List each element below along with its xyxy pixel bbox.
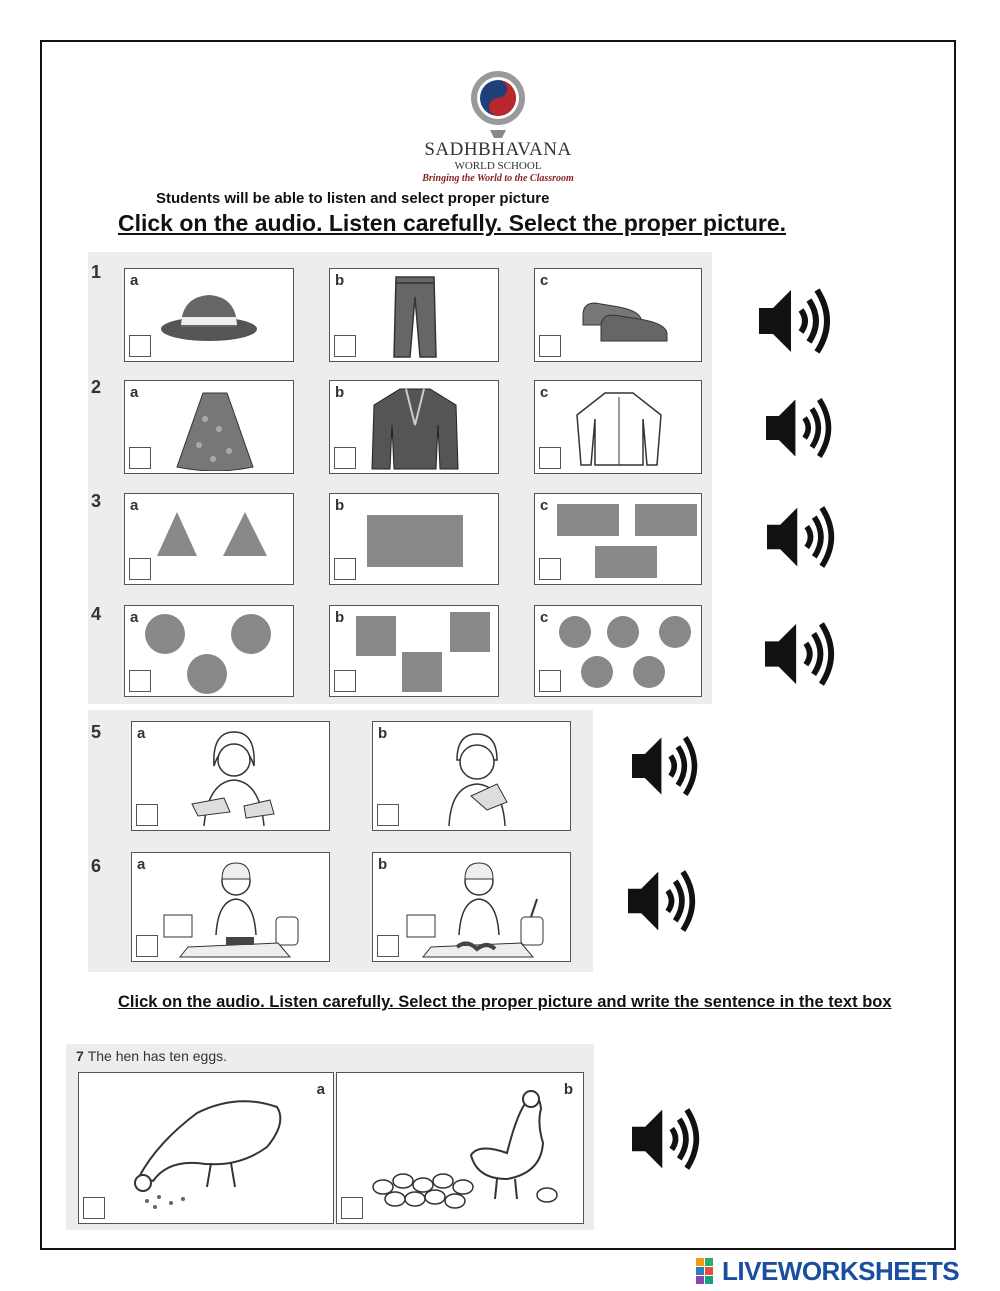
option-card[interactable] bbox=[534, 493, 702, 585]
answer-checkbox[interactable] bbox=[83, 1197, 105, 1219]
option-card[interactable] bbox=[329, 380, 499, 474]
option-label: c bbox=[540, 609, 549, 626]
answer-checkbox[interactable] bbox=[539, 335, 561, 357]
option-label: a bbox=[137, 856, 146, 873]
option-card[interactable] bbox=[534, 268, 702, 362]
speaker-icon[interactable] bbox=[764, 502, 840, 572]
answer-checkbox[interactable] bbox=[539, 558, 561, 580]
option-card[interactable] bbox=[131, 721, 330, 831]
option-card[interactable] bbox=[534, 605, 702, 697]
option-card[interactable] bbox=[131, 852, 330, 962]
speaker-icon[interactable] bbox=[762, 618, 840, 690]
question-sentence: The hen has ten eggs. bbox=[87, 1048, 228, 1064]
triangles-icon bbox=[155, 510, 271, 558]
liveworksheets-logo-icon bbox=[696, 1258, 722, 1284]
option-card[interactable] bbox=[124, 605, 294, 697]
boy-tearing-paper-icon bbox=[427, 726, 523, 830]
answer-checkbox[interactable] bbox=[377, 935, 399, 957]
option-label: c bbox=[540, 497, 549, 514]
answer-checkbox[interactable] bbox=[129, 670, 151, 692]
squares-icon bbox=[356, 612, 492, 694]
question-number: 2 bbox=[91, 377, 102, 397]
option-card[interactable] bbox=[372, 721, 571, 831]
objective-text: Students will be able to listen and select proper picture bbox=[156, 190, 550, 207]
school-logo bbox=[468, 68, 528, 140]
answer-checkbox[interactable] bbox=[334, 670, 356, 692]
main-instruction: Click on the audio. Listen carefully. Select the proper picture. bbox=[118, 210, 786, 236]
school-name-block bbox=[400, 140, 596, 186]
five-circles-icon bbox=[557, 614, 693, 690]
answer-checkbox[interactable] bbox=[539, 670, 561, 692]
speaker-icon[interactable] bbox=[757, 284, 835, 358]
answer-checkbox[interactable] bbox=[334, 335, 356, 357]
answer-checkbox[interactable] bbox=[539, 447, 561, 469]
jacket-icon bbox=[370, 385, 460, 471]
hen-pecking-icon bbox=[127, 1083, 297, 1213]
option-card[interactable] bbox=[124, 380, 294, 474]
option-label: b bbox=[378, 725, 388, 742]
school-tagline: Bringing the World to the Classroom bbox=[422, 173, 574, 184]
option-label: b bbox=[563, 1081, 573, 1098]
option-label: b bbox=[335, 497, 345, 514]
speaker-icon[interactable] bbox=[764, 394, 836, 462]
option-card[interactable] bbox=[124, 493, 294, 585]
rectangle-icon bbox=[366, 514, 464, 568]
option-label: a bbox=[130, 384, 139, 401]
option-label: a bbox=[137, 725, 146, 742]
rectangles-icon bbox=[557, 504, 699, 580]
answer-checkbox[interactable] bbox=[334, 558, 356, 580]
option-card[interactable] bbox=[329, 268, 499, 362]
question-number: 6 bbox=[91, 856, 102, 876]
option-card[interactable] bbox=[329, 493, 499, 585]
option-label: b bbox=[335, 609, 345, 626]
skirt-icon bbox=[175, 389, 255, 471]
liveworksheets-brand bbox=[696, 1256, 959, 1286]
answer-checkbox[interactable] bbox=[129, 558, 151, 580]
option-label: b bbox=[335, 384, 345, 401]
speaker-icon[interactable] bbox=[630, 732, 702, 800]
shoes-icon bbox=[579, 285, 671, 347]
answer-checkbox[interactable] bbox=[136, 804, 158, 826]
option-label: a bbox=[130, 272, 139, 289]
question-number: 7 bbox=[76, 1048, 84, 1064]
option-card[interactable] bbox=[336, 1072, 584, 1224]
option-card[interactable] bbox=[534, 380, 702, 474]
option-card[interactable] bbox=[78, 1072, 334, 1224]
hat-icon bbox=[159, 289, 259, 345]
option-card[interactable] bbox=[124, 268, 294, 362]
question-number: 1 bbox=[91, 262, 102, 282]
option-label: a bbox=[316, 1081, 325, 1098]
girl-cutting-paper-icon bbox=[184, 726, 280, 830]
option-label: c bbox=[540, 272, 549, 289]
answer-checkbox[interactable] bbox=[377, 804, 399, 826]
child-painting-brush-icon bbox=[403, 859, 553, 959]
answer-checkbox[interactable] bbox=[129, 447, 151, 469]
option-label: a bbox=[130, 497, 139, 514]
answer-checkbox[interactable] bbox=[341, 1197, 363, 1219]
answer-checkbox[interactable] bbox=[136, 935, 158, 957]
school-subname: WORLD SCHOOL bbox=[454, 160, 542, 172]
question-number: 5 bbox=[91, 722, 102, 742]
trousers-icon bbox=[390, 275, 440, 359]
hen-with-eggs-icon bbox=[367, 1083, 567, 1217]
write-instruction: Click on the audio. Listen carefully. Select the proper picture and write the sentence in the text box bbox=[118, 993, 892, 1011]
question-number: 3 bbox=[91, 491, 102, 511]
child-painting-roller-icon bbox=[158, 859, 308, 959]
question-number: 4 bbox=[91, 604, 102, 624]
circles-icon bbox=[143, 612, 273, 696]
answer-checkbox[interactable] bbox=[334, 447, 356, 469]
answer-checkbox[interactable] bbox=[129, 335, 151, 357]
option-label: b bbox=[378, 856, 388, 873]
option-card[interactable] bbox=[372, 852, 571, 962]
option-label: b bbox=[335, 272, 345, 289]
shirt-icon bbox=[573, 389, 665, 469]
speaker-icon[interactable] bbox=[630, 1104, 704, 1174]
question-7-prompt bbox=[76, 1048, 227, 1064]
option-label: a bbox=[130, 609, 139, 626]
option-label: c bbox=[540, 384, 549, 401]
school-name: SADHBHAVANA bbox=[424, 139, 572, 160]
speaker-icon[interactable] bbox=[626, 866, 700, 936]
option-card[interactable] bbox=[329, 605, 499, 697]
liveworksheets-wordmark: LIVEWORKSHEETS bbox=[722, 1255, 960, 1286]
